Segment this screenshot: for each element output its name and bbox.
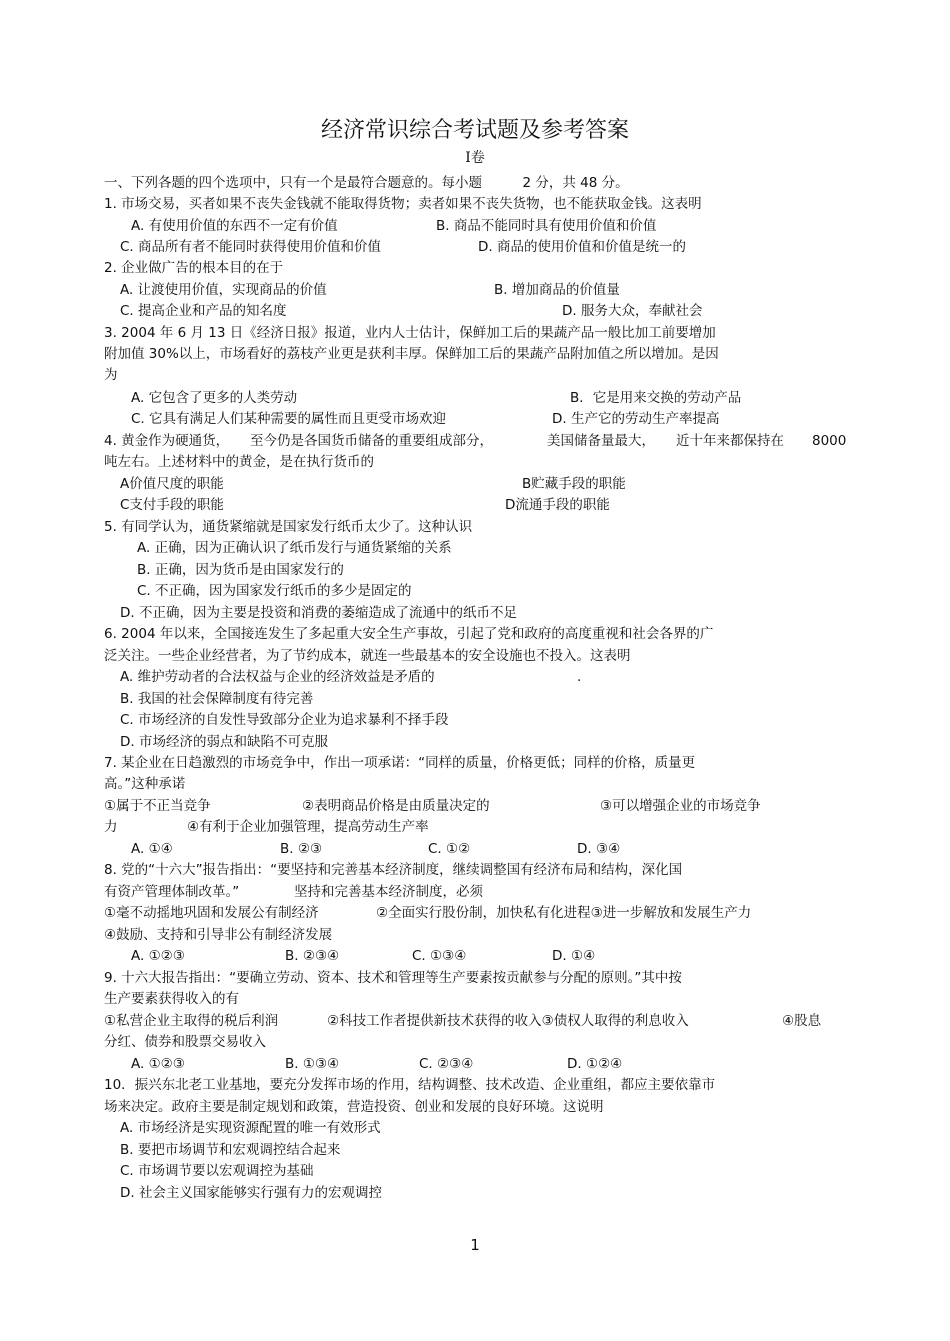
question-6-option-a-mark: . xyxy=(577,669,582,685)
question-3-stem: 3. 2004 年 6 月 13 日《经济日报》报道，业内人士估计，保鲜加工后的果蔬产品一般比加工前要增加 xyxy=(104,325,716,341)
question-9-statement-4: 分红、债券和股票交易收入 xyxy=(104,1034,266,1050)
question-5-stem: 5. 有同学认为，通货紧缩就是国家发行纸币太少了。这种认识 xyxy=(104,519,473,535)
question-4-option-d: D流通手段的职能 xyxy=(505,497,610,513)
question-8-stem: 有资产管理体制改革。” xyxy=(104,884,240,900)
question-8-stem: 8. 党的“十六大”报告指出：“要坚持和完善基本经济制度，继续调整国有经济布局和结构，深化国 xyxy=(104,862,683,878)
question-4-option-c: C支付手段的职能 xyxy=(120,497,224,513)
question-7-statement-3: 力 xyxy=(104,819,118,835)
question-2-option-a: A. 让渡使用价值，实现商品的价值 xyxy=(120,282,327,298)
question-7-option-c: C. ①② xyxy=(428,841,471,857)
question-8-option-a: A. ①②③ xyxy=(131,948,185,964)
document-subtitle: Ⅰ卷 xyxy=(465,150,485,166)
question-5-option-b: B. 正确，因为货币是由国家发行的 xyxy=(137,562,344,578)
question-7-stem: 高。”这种承诺 xyxy=(104,776,186,792)
question-4-option-b: B贮藏手段的职能 xyxy=(522,476,626,492)
question-9-statement-4: ④股息 xyxy=(782,1013,822,1029)
question-8-statement-2: ②全面实行股份制，加快私有化进程③进一步解放和发展生产力 xyxy=(376,905,752,921)
question-8-option-c: C. ①③④ xyxy=(412,948,467,964)
question-3-stem: 附加值 30%以上，市场看好的荔枝产业更是获利丰厚。保鲜加工后的果蔬产品附加值之所以增加。是因 xyxy=(104,346,719,362)
question-1-option-d: D. 商品的使用价值和价值是统一的 xyxy=(478,239,686,255)
question-6-stem: 泛关注。一些企业经营者，为了节约成本，就连一些最基本的安全设施也不投入。这表明 xyxy=(104,648,631,664)
question-8-statement-4: ④鼓励、支持和引导非公有制经济发展 xyxy=(104,927,333,943)
question-8-option-d: D. ①④ xyxy=(552,948,596,964)
question-7-statement-2: ②表明商品价格是由质量决定的 xyxy=(302,798,490,814)
question-8-option-b: B. ②③④ xyxy=(285,948,340,964)
question-4-stem: 8000 xyxy=(812,433,847,449)
question-3-stem: 为 xyxy=(104,367,118,383)
question-3-option-a: A. 它包含了更多的人类劳动 xyxy=(131,390,298,406)
question-7-option-b: B. ②③ xyxy=(280,841,323,857)
question-8-stem: 坚持和完善基本经济制度，必须 xyxy=(294,884,483,900)
question-2-option-d: D. 服务大众，奉献社会 xyxy=(562,303,703,319)
question-4-stem: 吨左右。上述材料中的黄金，是在执行货币的 xyxy=(104,454,374,470)
question-9-statement-1: ①私营企业主取得的税后利润 xyxy=(104,1013,279,1029)
question-9-option-a: A. ①②③ xyxy=(131,1056,185,1072)
question-10-stem: 10．振兴东北老工业基地，要充分发挥市场的作用，结构调整、技术改造、企业重组，都应主要依靠市 xyxy=(104,1077,716,1093)
question-10-option-d: D. 社会主义国家能够实行强有力的宏观调控 xyxy=(120,1185,382,1201)
question-3-option-d: D. 生产它的劳动生产率提高 xyxy=(552,411,720,427)
page-number: 1 xyxy=(470,1236,480,1254)
question-9-statement-2: ②科技工作者提供新技术获得的收入③债权人取得的利息收入 xyxy=(327,1013,689,1029)
question-4-stem: 美国储备量最大， xyxy=(547,433,655,449)
question-2-stem: 2. 企业做广告的根本目的在于 xyxy=(104,260,284,276)
question-5-option-c: C. 不正确，因为国家发行纸币的多少是固定的 xyxy=(137,583,412,599)
question-2-option-c: C. 提高企业和产品的知名度 xyxy=(120,303,287,319)
question-6-option-d: D. 市场经济的弱点和缺陷不可克服 xyxy=(120,734,328,750)
question-7-statement-1: ①属于不正当竞争 xyxy=(104,798,211,814)
question-9-stem: 生产要素获得收入的有 xyxy=(104,991,239,1007)
question-4-option-a: A价值尺度的职能 xyxy=(120,476,224,492)
question-6-option-a: A. 维护劳动者的合法权益与企业的经济效益是矛盾的 xyxy=(120,669,435,685)
document-title: 经济常识综合考试题及参考答案 xyxy=(320,118,629,143)
question-9-option-d: D. ①②④ xyxy=(567,1056,623,1072)
question-7-stem: 7. 某企业在日趋激烈的市场竞争中，作出一项承诺：“同样的质量，价格更低；同样的价格，质量更 xyxy=(104,755,696,771)
question-8-statement-1: ①毫不动摇地巩固和发展公有制经济 xyxy=(104,905,319,921)
question-4-stem: 4. 黄金作为硬通货， xyxy=(104,433,230,449)
section-heading: 一、下列各题的四个选项中，只有一个是最符合题意的。每小题 2 分，共 48 分。 xyxy=(104,175,629,191)
question-4-stem: 至今仍是各国货币储备的重要组成部分， xyxy=(250,433,493,449)
question-1-option-a: A. 有使用价值的东西不一定有价值 xyxy=(131,218,338,234)
question-3-option-b: B．它是用来交换的劳动产品 xyxy=(570,390,742,406)
question-9-option-c: C. ②③④ xyxy=(419,1056,474,1072)
question-4-stem: 近十年来都保持在 xyxy=(676,433,784,449)
question-9-stem: 9. 十六大报告指出：“要确立劳动、资本、技术和管理等生产要素按贡献参与分配的原则。”其中按 xyxy=(104,970,682,986)
question-7-option-a: A. ①④ xyxy=(131,841,173,857)
question-10-option-c: C. 市场调节要以宏观调控为基础 xyxy=(120,1163,314,1179)
question-5-option-d: D. 不正确，因为主要是投资和消费的萎缩造成了流通中的纸币不足 xyxy=(120,605,517,621)
question-7-statement-3: ③可以增强企业的市场竞争 xyxy=(600,798,761,814)
question-7-option-d: D. ③④ xyxy=(577,841,621,857)
question-2-option-b: B. 增加商品的价值量 xyxy=(494,282,620,298)
question-5-option-a: A. 正确，因为正确认识了纸币发行与通货紧缩的关系 xyxy=(137,540,452,556)
question-3-option-c: C. 它具有满足人们某种需要的属性而且更受市场欢迎 xyxy=(131,411,447,427)
question-6-stem: 6. 2004 年以来，全国接连发生了多起重大安全生产事故，引起了党和政府的高度重视和社会各界的广 xyxy=(104,626,714,642)
question-1-option-c: C. 商品所有者不能同时获得使用价值和价值 xyxy=(120,239,382,255)
question-10-stem: 场来决定。政府主要是制定规划和政策，营造投资、创业和发展的良好环境。这说明 xyxy=(104,1099,604,1115)
question-1-option-b: B. 商品不能同时具有使用价值和价值 xyxy=(436,218,657,234)
question-6-option-c: C. 市场经济的自发性导致部分企业为追求暴利不择手段 xyxy=(120,712,449,728)
question-7-statement-4: ④有利于企业加强管理，提高劳动生产率 xyxy=(187,819,429,835)
question-6-option-b: B. 我国的社会保障制度有待完善 xyxy=(120,691,314,707)
question-10-option-b: B. 要把市场调节和宏观调控结合起来 xyxy=(120,1142,341,1158)
question-1-stem: 1. 市场交易，买者如果不丧失金钱就不能取得货物；卖者如果不丧失货物，也不能获取金钱。这表明 xyxy=(104,196,702,212)
question-9-option-b: B. ①③④ xyxy=(285,1056,340,1072)
question-10-option-a: A. 市场经济是实现资源配置的唯一有效形式 xyxy=(120,1120,381,1136)
